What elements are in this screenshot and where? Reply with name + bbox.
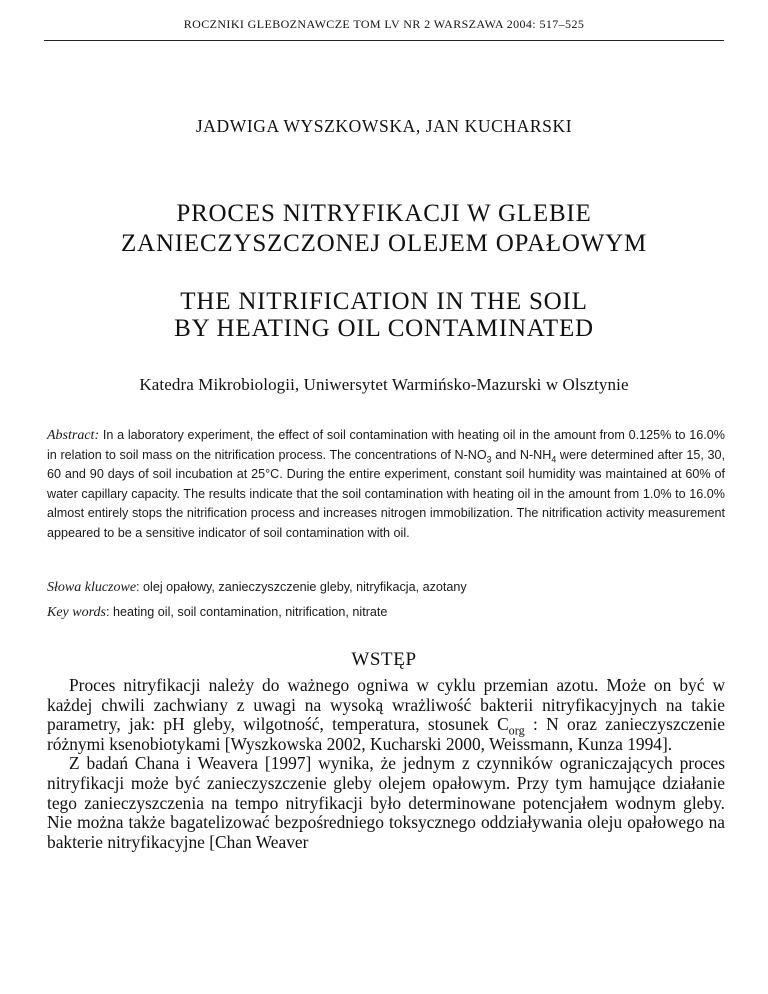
paragraph-1-subscript-org: org <box>508 723 525 738</box>
abstract-subscript-3: 3 <box>486 454 492 465</box>
authors: JADWIGA WYSZKOWSKA, JAN KUCHARSKI <box>195 116 573 136</box>
paragraph-2: Z badań Chana i Weavera [1997] wynika, że jednym z czynników ograniczających proces nitryfikacji może być zanieczyszczenie gleby olejem opałowym. Przy tym hamujące działanie tego zanieczyszczenia na tempo nitryfikacji było determinowane potencjałem wodnym gleby. Nie można także bagatelizować bezpośredniego toksycznego oddziaływania oleju opałowego na bakterie nitryfikacyjne [Chan Weaver <box>47 753 725 852</box>
title-polish <box>0 199 768 259</box>
section-heading: WSTĘP <box>351 649 417 670</box>
title-polish-line-1: PROCES NITRYFIKACJI W GLEBIE <box>176 200 592 227</box>
body-text <box>47 676 725 852</box>
title-polish-line-2: ZANIECZYSZCZONEJ OLEJEM OPAŁOWYM <box>120 230 648 257</box>
title-english <box>0 288 768 342</box>
keywords-polish-label: Słowa kluczowe <box>47 580 137 595</box>
running-header: ROCZNIKI GLEBOZNAWCZE TOM LV NR 2 WARSZAWA 2004: 517–525 <box>183 17 585 31</box>
keywords-english-label: Key words <box>47 605 106 620</box>
keywords-polish-text: : olej opałowy, zanieczyszczenie gleby, nitryfikacja, azotany <box>136 580 467 594</box>
keywords-english <box>47 605 725 621</box>
abstract-text-3: were determined after 15, 30, 60 and 90 days of soil incubation at 25°C. During the entire experiment, constant soil humidity was maintained at 60% of water capillary capacity. The results indicate that the soil contamination with heating oil in the amount from 1.0% to 16.0% almost entirely stops the nitrification process and increases nitrogen immobilization. The nitrification activity measurement appeared to be a sensitive indicator of soil contamination with oil. <box>47 447 725 540</box>
abstract-subscript-4: 4 <box>551 454 557 465</box>
abstract-text-2: and N-NH <box>491 447 552 462</box>
keywords-polish <box>47 580 725 596</box>
keywords-english-text: : heating oil, soil contamination, nitrification, nitrate <box>105 605 388 619</box>
abstract-label: Abstract: <box>47 428 100 443</box>
abstract-text-1: In a laboratory experiment, the effect of soil contamination with heating oil in the amount from 0.125% to 16.0% in relation to soil mass on the nitrification process. The concentrations of N-NO <box>47 428 725 462</box>
abstract <box>47 426 725 543</box>
paragraph-1-text-2: : N oraz zanieczyszczenie różnymi ksenobiotykami [Wyszkowska 2002, Kucharski 2000, Weissmann, Kunza 1994]. <box>47 714 725 754</box>
header-rule <box>44 40 724 41</box>
affiliation: Katedra Mikrobiologii, Uniwersytet Warmińsko-Mazurski w Olsztynie <box>139 375 629 394</box>
paragraph-1 <box>47 676 725 754</box>
paragraph-1-text-1: Proces nitryfikacji należy do ważnego ogniwa w cyklu przemian azotu. Może on być w każdej chwili zachwiany z uwagi na wysoką wrażliwość bakterii nitryfikacyjnych na takie parametry, jak: pH gleby, wilgotność, temperatura, stosunek C <box>47 675 725 735</box>
title-english-line-1: THE NITRIFICATION IN THE SOIL <box>180 288 588 315</box>
title-english-line-2: BY HEATING OIL CONTAMINATED <box>174 315 594 342</box>
